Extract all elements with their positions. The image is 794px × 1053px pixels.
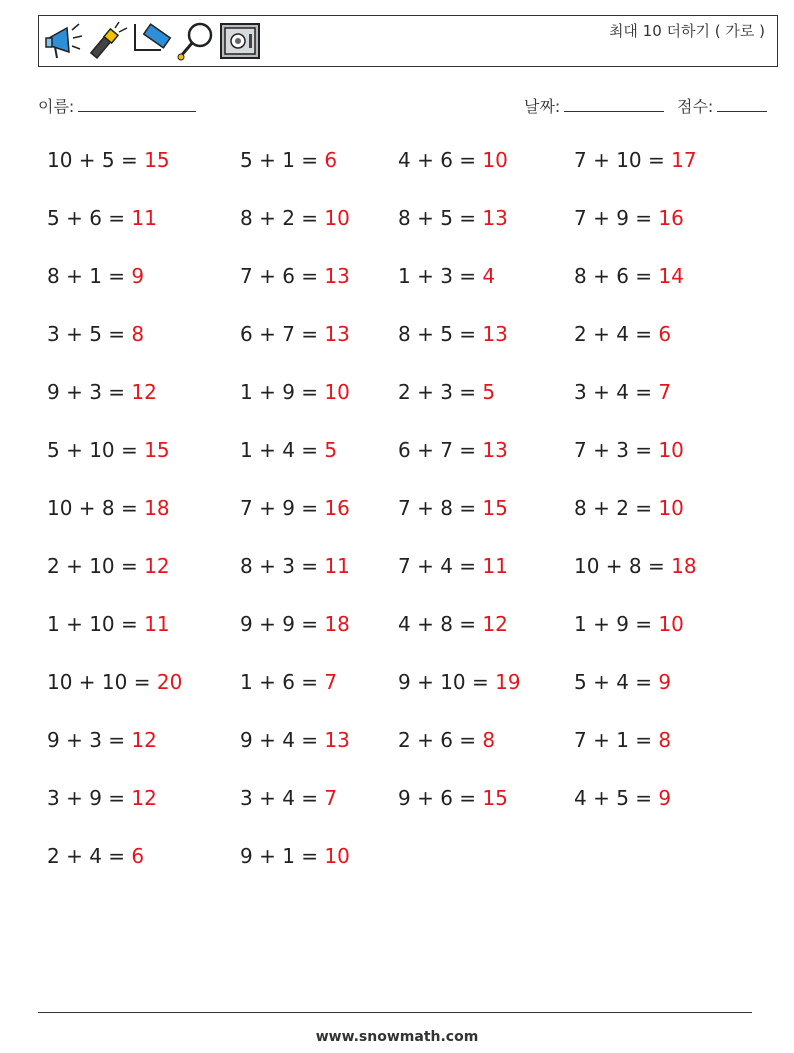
problem-answer: 16 xyxy=(658,206,684,230)
problem-question: 1 + 9 = xyxy=(574,612,659,636)
problem-answer: 14 xyxy=(658,264,684,288)
problem-item xyxy=(398,438,508,462)
problem-answer: 9 xyxy=(131,264,145,288)
problem-question: 8 + 3 = xyxy=(240,554,325,578)
problem-answer: 11 xyxy=(324,554,350,578)
problem-answer: 12 xyxy=(131,728,157,752)
problem-item xyxy=(574,554,697,578)
name-blank[interactable] xyxy=(78,95,196,112)
problem-question: 10 + 5 = xyxy=(47,148,145,172)
problem-answer: 7 xyxy=(324,786,338,810)
problem-answer: 10 xyxy=(324,844,350,868)
name-field xyxy=(38,94,196,117)
name-label: 이름: xyxy=(38,97,75,116)
problem-question: 9 + 9 = xyxy=(240,612,325,636)
problem-item xyxy=(574,206,684,230)
problem-question: 3 + 4 = xyxy=(240,786,325,810)
problem-answer: 12 xyxy=(131,786,157,810)
safe-icon xyxy=(219,20,261,62)
problem-item xyxy=(240,206,350,230)
scanner-icon xyxy=(131,20,173,62)
problem-answer: 17 xyxy=(671,148,697,172)
problem-item xyxy=(47,844,144,868)
problem-item xyxy=(398,612,508,636)
problem-item xyxy=(240,264,350,288)
problem-item xyxy=(574,670,671,694)
problem-answer: 5 xyxy=(324,438,338,462)
problem-question: 8 + 2 = xyxy=(240,206,325,230)
problem-item xyxy=(47,438,170,462)
problem-item xyxy=(47,206,157,230)
problem-item xyxy=(574,264,684,288)
problem-question: 7 + 8 = xyxy=(398,496,483,520)
problem-item xyxy=(240,612,350,636)
problem-item xyxy=(574,380,671,404)
footer-url: www.snowmath.com xyxy=(315,1029,479,1045)
problem-question: 1 + 3 = xyxy=(398,264,483,288)
problem-answer: 8 xyxy=(131,322,145,346)
problem-question: 8 + 5 = xyxy=(398,322,483,346)
problem-question: 9 + 3 = xyxy=(47,380,132,404)
problem-answer: 13 xyxy=(482,206,508,230)
problem-question: 7 + 4 = xyxy=(398,554,483,578)
problem-item xyxy=(240,786,337,810)
problem-answer: 9 xyxy=(658,786,672,810)
problem-answer: 18 xyxy=(324,612,350,636)
problem-question: 4 + 5 = xyxy=(574,786,659,810)
problem-item xyxy=(240,148,337,172)
problem-question: 7 + 1 = xyxy=(574,728,659,752)
problem-answer: 13 xyxy=(324,264,350,288)
problem-answer: 11 xyxy=(482,554,508,578)
problem-item xyxy=(47,264,144,288)
problem-answer: 8 xyxy=(658,728,672,752)
problem-question: 6 + 7 = xyxy=(398,438,483,462)
megaphone-icon xyxy=(43,20,85,62)
icon-strip xyxy=(43,20,261,64)
problem-answer: 10 xyxy=(658,438,684,462)
problem-item xyxy=(574,148,697,172)
problem-question: 1 + 9 = xyxy=(240,380,325,404)
problem-answer: 15 xyxy=(482,786,508,810)
problem-question: 7 + 3 = xyxy=(574,438,659,462)
problem-item xyxy=(398,728,495,752)
footer-divider xyxy=(38,1012,752,1013)
problem-item xyxy=(240,380,350,404)
problem-answer: 9 xyxy=(658,670,672,694)
problem-item xyxy=(398,264,495,288)
problem-answer: 13 xyxy=(324,728,350,752)
date-blank[interactable] xyxy=(564,95,664,112)
problem-question: 7 + 10 = xyxy=(574,148,672,172)
problem-answer: 6 xyxy=(324,148,338,172)
worksheet-title: 최대 10 더하기 ( 가로 ) xyxy=(608,22,765,40)
problem-answer: 11 xyxy=(144,612,170,636)
problem-answer: 6 xyxy=(131,844,145,868)
magnifier-icon xyxy=(175,20,217,62)
problem-item xyxy=(574,786,671,810)
problem-question: 4 + 6 = xyxy=(398,148,483,172)
problem-item xyxy=(574,322,671,346)
problem-item xyxy=(47,380,157,404)
problem-answer: 7 xyxy=(324,670,338,694)
problem-item xyxy=(398,496,508,520)
problem-question: 1 + 10 = xyxy=(47,612,145,636)
problem-answer: 7 xyxy=(658,380,672,404)
problem-answer: 20 xyxy=(156,670,183,694)
problem-item xyxy=(574,496,684,520)
problem-answer: 10 xyxy=(658,496,684,520)
date-field xyxy=(524,94,664,117)
problem-answer: 18 xyxy=(144,496,170,520)
problem-question: 7 + 9 = xyxy=(574,206,659,230)
problem-answer: 12 xyxy=(131,380,157,404)
problem-item xyxy=(398,786,508,810)
problem-question: 8 + 1 = xyxy=(47,264,132,288)
problem-answer: 10 xyxy=(658,612,684,636)
problem-question: 7 + 9 = xyxy=(240,496,325,520)
problem-answer: 4 xyxy=(482,264,496,288)
problem-item xyxy=(574,728,671,752)
problem-answer: 10 xyxy=(324,206,350,230)
problem-item xyxy=(47,786,157,810)
problem-answer: 19 xyxy=(495,670,521,694)
problem-item xyxy=(47,148,170,172)
problem-question: 2 + 4 = xyxy=(47,844,132,868)
problem-question: 5 + 4 = xyxy=(574,670,659,694)
problem-item xyxy=(240,728,350,752)
problem-item xyxy=(47,322,144,346)
problem-answer: 13 xyxy=(482,438,508,462)
problem-question: 1 + 4 = xyxy=(240,438,325,462)
problem-answer: 13 xyxy=(482,322,508,346)
problem-item xyxy=(398,322,508,346)
problem-item xyxy=(398,554,508,578)
problem-answer: 13 xyxy=(324,322,350,346)
date-label: 날짜: xyxy=(524,97,561,116)
problem-question: 10 + 8 = xyxy=(574,554,672,578)
problem-question: 3 + 5 = xyxy=(47,322,132,346)
problem-answer: 15 xyxy=(482,496,508,520)
problem-answer: 10 xyxy=(324,380,350,404)
problem-item xyxy=(398,380,495,404)
header-box xyxy=(38,15,778,67)
problem-item xyxy=(240,438,337,462)
problem-answer: 15 xyxy=(144,438,170,462)
problem-item xyxy=(240,554,350,578)
score-label: 점수: xyxy=(677,97,714,116)
problem-question: 6 + 7 = xyxy=(240,322,325,346)
problem-question: 5 + 1 = xyxy=(240,148,325,172)
problem-question: 9 + 4 = xyxy=(240,728,325,752)
problem-item xyxy=(398,670,521,694)
problem-item xyxy=(47,496,170,520)
flashlight-icon xyxy=(87,20,129,62)
problem-question: 8 + 2 = xyxy=(574,496,659,520)
problem-question: 3 + 4 = xyxy=(574,380,659,404)
problem-question: 4 + 8 = xyxy=(398,612,483,636)
problem-item xyxy=(240,496,350,520)
problem-question: 8 + 6 = xyxy=(574,264,659,288)
problem-question: 2 + 3 = xyxy=(398,380,483,404)
problem-item xyxy=(47,728,157,752)
problem-question: 8 + 5 = xyxy=(398,206,483,230)
problem-item xyxy=(398,148,508,172)
problem-answer: 10 xyxy=(482,148,508,172)
problem-answer: 12 xyxy=(482,612,508,636)
problem-question: 9 + 6 = xyxy=(398,786,483,810)
problem-answer: 8 xyxy=(482,728,496,752)
problem-item xyxy=(574,438,684,462)
problem-answer: 11 xyxy=(131,206,157,230)
problem-answer: 18 xyxy=(671,554,697,578)
problem-item xyxy=(398,206,508,230)
problem-question: 2 + 4 = xyxy=(574,322,659,346)
problem-answer: 12 xyxy=(144,554,170,578)
problem-item xyxy=(574,612,684,636)
problem-item xyxy=(47,554,170,578)
problem-item xyxy=(240,670,337,694)
problem-question: 2 + 10 = xyxy=(47,554,145,578)
problem-question: 3 + 9 = xyxy=(47,786,132,810)
score-field xyxy=(677,94,767,117)
problem-answer: 6 xyxy=(658,322,672,346)
problem-question: 7 + 6 = xyxy=(240,264,325,288)
problem-item xyxy=(240,844,350,868)
score-blank[interactable] xyxy=(717,95,767,112)
problem-question: 1 + 6 = xyxy=(240,670,325,694)
problem-answer: 15 xyxy=(144,148,170,172)
problem-question: 5 + 6 = xyxy=(47,206,132,230)
problem-item xyxy=(240,322,350,346)
problem-question: 5 + 10 = xyxy=(47,438,145,462)
problem-item xyxy=(47,670,182,694)
problem-question: 2 + 6 = xyxy=(398,728,483,752)
problem-question: 9 + 10 = xyxy=(398,670,496,694)
problem-question: 9 + 1 = xyxy=(240,844,325,868)
problem-question: 10 + 8 = xyxy=(47,496,145,520)
problem-item xyxy=(47,612,170,636)
problem-question: 9 + 3 = xyxy=(47,728,132,752)
problem-answer: 16 xyxy=(324,496,350,520)
problem-question: 10 + 10 = xyxy=(47,670,157,694)
problem-answer: 5 xyxy=(482,380,496,404)
